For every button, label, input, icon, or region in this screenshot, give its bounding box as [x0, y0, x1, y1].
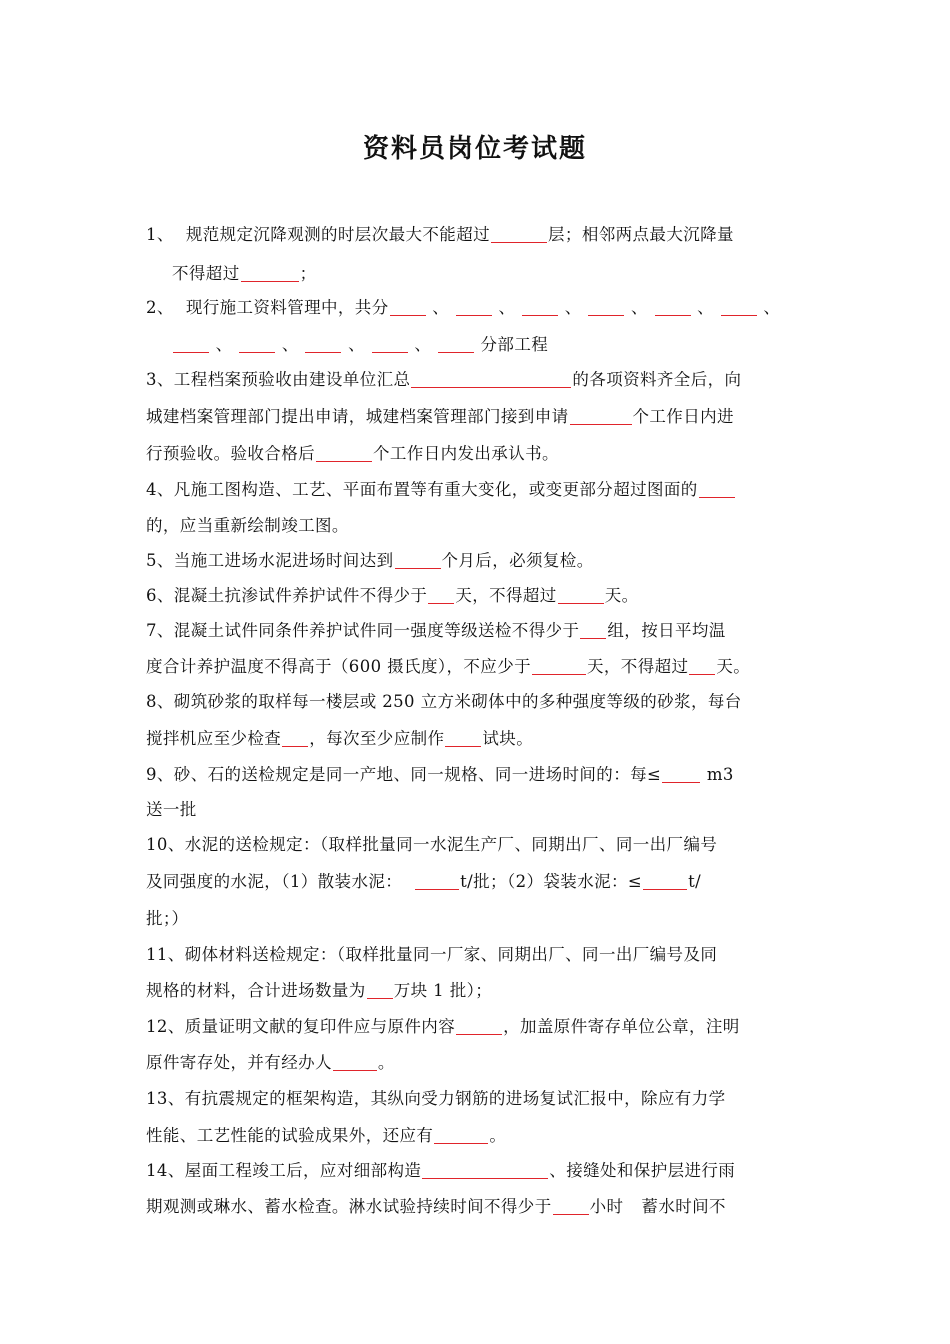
separator: 、: [215, 335, 233, 354]
question-text: 城建档案管理部门提出申请，城建档案管理部门接到申请: [146, 407, 569, 426]
answer-blank[interactable]: [570, 423, 632, 425]
question-10-line-1: [146, 833, 717, 857]
question-8-line-2: [146, 727, 533, 751]
question-text: 11、砌体材料送检规定：（取样批量同一厂家、同期出厂、同一出厂编号及同: [146, 945, 718, 964]
question-text: 规格的材料，合计进场数量为: [146, 981, 366, 1000]
answer-blank[interactable]: [662, 781, 700, 783]
answer-blank[interactable]: [445, 745, 481, 747]
answer-blank[interactable]: [655, 314, 691, 316]
question-text: 蓄水时间不: [641, 1197, 726, 1216]
question-text: 试块。: [482, 729, 534, 748]
question-text: 天，不得超过: [587, 657, 689, 676]
question-number: 2、: [146, 298, 174, 317]
question-text: 3、工程档案预验收由建设单位汇总: [146, 370, 411, 389]
question-text: 7、混凝土试件同条件养护试件同一强度等级送检不得少于: [146, 621, 580, 640]
question-8-line-1: [146, 690, 742, 714]
question-text: 6、混凝土抗渗试件养护试件不得少于: [146, 586, 428, 605]
question-2-line-2: [172, 333, 548, 357]
question-text: 行预验收。验收合格后: [146, 444, 315, 463]
answer-blank[interactable]: [580, 637, 606, 639]
question-text: 性能、工艺性能的试验成果外，还应有: [146, 1126, 434, 1145]
question-2-line-1: [146, 296, 780, 320]
question-text: 天，不得超过: [455, 586, 557, 605]
question-text: 层；相邻两点最大沉降量: [548, 225, 734, 244]
question-text: 14、屋面工程竣工后，应对细部构造: [146, 1161, 422, 1180]
separator: 、: [498, 298, 516, 317]
question-4-line-1: [146, 478, 736, 502]
separator: 、: [414, 335, 432, 354]
question-text: 13、有抗震规定的框架构造，其纵向受力钢筋的进场复试汇报中，除应有力学: [146, 1089, 726, 1108]
question-3-line-3: [146, 442, 559, 466]
question-6-line-1: [146, 584, 639, 608]
question-13-line-1: [146, 1087, 726, 1111]
question-7-line-2: [146, 655, 750, 679]
question-13-line-2: [146, 1124, 506, 1148]
question-1-line-2: [172, 262, 317, 286]
question-3-line-2: [146, 405, 734, 429]
answer-blank[interactable]: [415, 888, 459, 890]
question-text: ，加盖原件寄存单位公章，注明: [503, 1017, 740, 1036]
question-1-line-1: [146, 223, 734, 247]
question-text: 不得超过: [172, 264, 240, 283]
question-text: 5、当施工进场水泥进场时间达到: [146, 551, 394, 570]
separator: 、: [763, 298, 781, 317]
question-text: 4、凡施工图构造、工艺、平面布置等有重大变化，或变更部分超过图面的: [146, 480, 698, 499]
question-text: 、接缝处和保护层进行雨: [549, 1161, 736, 1180]
separator: 、: [564, 298, 582, 317]
answer-blank[interactable]: [282, 745, 308, 747]
question-text: 规范规定沉降观测的时层次最大不能超过: [185, 225, 491, 244]
question-9-line-2: [146, 798, 197, 822]
answer-blank[interactable]: [699, 496, 735, 498]
question-text: 个月后，必须复检。: [441, 551, 594, 570]
answer-blank[interactable]: [316, 460, 372, 462]
answer-blank[interactable]: [558, 602, 604, 604]
question-5-line-1: [146, 549, 594, 573]
answer-blank[interactable]: [553, 1213, 589, 1215]
question-text: 小时: [589, 1197, 624, 1216]
question-10-line-2: [146, 870, 701, 894]
question-9-line-1: [146, 763, 734, 787]
question-3-line-1: [146, 368, 741, 392]
separator: 、: [630, 298, 648, 317]
answer-blank[interactable]: [438, 351, 474, 353]
question-text: 万块 1 批）；: [393, 981, 493, 1000]
question-text: 批；）: [146, 909, 189, 928]
answer-blank[interactable]: [456, 314, 492, 316]
question-text: ；: [299, 264, 317, 283]
answer-blank[interactable]: [532, 673, 586, 675]
answer-blank[interactable]: [428, 602, 454, 604]
answer-blank[interactable]: [411, 386, 571, 388]
question-text: 个工作日内发出承认书。: [373, 444, 559, 463]
answer-blank[interactable]: [173, 351, 209, 353]
answer-blank[interactable]: [372, 351, 408, 353]
question-14-line-1: [146, 1159, 735, 1183]
question-14-line-2: [146, 1195, 726, 1219]
question-text: t/: [688, 872, 702, 891]
question-text: 9、砂、石的送检规定是同一产地、同一规格、同一进场时间的：每≤: [146, 765, 662, 784]
answer-blank[interactable]: [721, 314, 757, 316]
separator: 、: [348, 335, 365, 354]
answer-blank[interactable]: [491, 241, 547, 243]
question-11-line-2: [146, 979, 492, 1003]
answer-blank[interactable]: [305, 351, 341, 353]
question-text: 个工作日内进: [632, 407, 734, 426]
question-text: 。: [489, 1126, 507, 1145]
question-text: 搅拌机应至少检查: [146, 729, 282, 748]
question-text: t/批；（2）袋装水泥：≤: [460, 872, 643, 891]
question-text: 的各项资料齐全后，向: [572, 370, 742, 389]
question-12-line-1: [146, 1015, 740, 1039]
answer-blank[interactable]: [689, 673, 715, 675]
question-text: 组，按日平均温: [607, 621, 726, 640]
question-text: 分部工程: [480, 335, 549, 354]
answer-blank[interactable]: [390, 314, 426, 316]
question-text: 10、水泥的送检规定：（取样批量同一水泥生产厂、同期出厂、同一出厂编号: [146, 835, 718, 854]
question-11-line-1: [146, 943, 717, 967]
question-text: 送一批: [146, 800, 197, 819]
question-text: 的，应当重新绘制竣工图。: [146, 516, 349, 535]
question-number: 1、: [146, 225, 174, 244]
question-text: 及同强度的水泥，（1）散装水泥：: [146, 872, 403, 891]
question-text: m3: [706, 765, 734, 784]
separator: 、: [281, 335, 299, 354]
answer-blank[interactable]: [522, 314, 558, 316]
question-text: 8、砌筑砂浆的取样每一楼层或 250 立方米砌体中的多种强度等级的砂浆，每台: [146, 692, 742, 711]
question-text: 天。: [716, 657, 751, 676]
answer-blank[interactable]: [333, 1069, 377, 1071]
answer-blank[interactable]: [367, 997, 393, 999]
question-text: 天。: [604, 586, 639, 605]
question-4-line-2: [146, 514, 349, 538]
separator: 、: [432, 298, 450, 317]
question-12-line-2: [146, 1051, 395, 1075]
document-title: 资料员岗位考试题: [362, 134, 587, 164]
answer-blank[interactable]: [456, 1033, 502, 1035]
question-text: ，每次至少应制作: [309, 729, 445, 748]
separator: 、: [697, 298, 715, 317]
question-text: 原件寄存处，并有经办人: [146, 1053, 332, 1072]
answer-blank[interactable]: [434, 1142, 488, 1144]
answer-blank[interactable]: [422, 1177, 548, 1179]
question-text: 度合计养护温度不得高于（600 摄氏度），不应少于: [146, 657, 531, 676]
answer-blank[interactable]: [643, 888, 687, 890]
question-7-line-1: [146, 619, 726, 643]
answer-blank[interactable]: [588, 314, 624, 316]
question-text: 12、质量证明文献的复印件应与原件内容: [146, 1017, 456, 1036]
question-text: 现行施工资料管理中，共分: [185, 298, 389, 317]
question-10-line-3: [146, 907, 188, 931]
answer-blank[interactable]: [239, 351, 275, 353]
question-text: 期观测或琳水、蓄水检查。淋水试验持续时间不得少于: [146, 1197, 552, 1216]
question-text: 。: [377, 1053, 395, 1072]
answer-blank[interactable]: [241, 280, 299, 282]
answer-blank[interactable]: [395, 567, 441, 569]
